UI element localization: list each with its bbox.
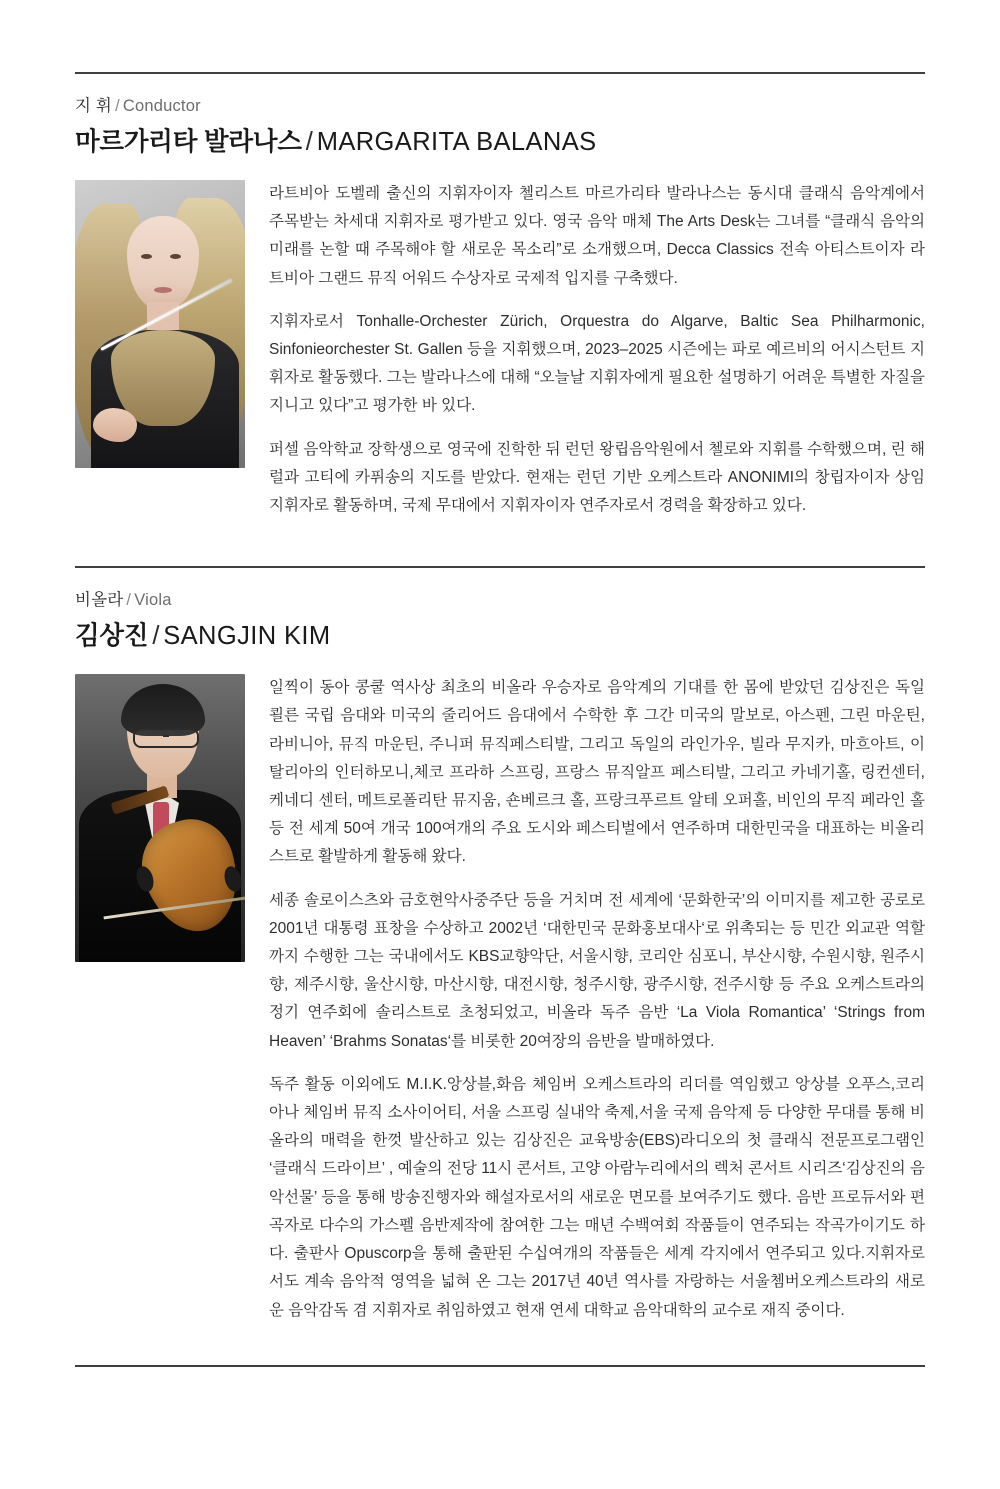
artist-name-en: MARGARITA BALANAS bbox=[316, 128, 597, 156]
bio-paragraph: 세종 솔로이스츠와 금호현악사중주단 등을 거치며 전 세계에 ‘문화한국’의 이미지를 제고한 공로로 2001년 대통령 표창을 수상하고 2002년 ‘대한민국 문화홍보대사‘로 위촉되는 등 민간 외교관 역할까지 수행한 그는 국내에서도 KBS교향악단, 서울시향, 코리안 심포니, 부산시향, 수원시향, 원주시향, 제주시향, 울산시향, 마산시향, 대전시향, 청주시향, 광주시향, 전주시향 등 주요 오케스트라의 정기 연주회에 솔리스트로 초청되었고, 비올라 독주 음반 ‘La Viola Romantica’ ‘Strings from Heaven’ ‘Brahms Sonatas‘를 비롯한 20여장의 음반을 발매하였다. bbox=[269, 891, 925, 1050]
artist-role bbox=[75, 586, 925, 610]
name-separator: / bbox=[305, 128, 313, 156]
name-separator: / bbox=[152, 622, 160, 651]
artist-name bbox=[75, 122, 925, 158]
artist-role bbox=[75, 92, 925, 116]
artist-role-ko: 지 휘 bbox=[75, 97, 113, 115]
conductor-portrait-photo bbox=[75, 180, 245, 468]
bio-paragraph: 일찍이 동아 콩쿨 역사상 최초의 비올라 우승자로 음악계의 기대를 한 몸에 받았던 김상진은 독일 쾰른 국립 음대와 미국의 줄리어드 음대에서 수학한 후 그간 미국의 말보로, 아스펜, 그린 마운틴, 라비니아, 뮤직 마운틴, 주니퍼 뮤직페스티발, 그리고 독일의 라인가우, 빌라 무지카, 마흐아트, 이탈리아의 인터하모니,체코 프라하 스프링, 프랑스 뮤직알프 페스티발, 그리고 카네기홀, 링컨센터, 케네디 센터, 메트로폴리탄 뮤지움, 숀베르크 홀, 프랑크푸르트 알테 오퍼홀, 비인의 무직 페라인 홀 등 전 세계 50여 개국 100여개의 주요 도시와 페스티벌에서 연주하며 대한민국을 대표하는 비올리스트로 활발하게 활동해 왔다. bbox=[269, 679, 925, 866]
section-spacer bbox=[75, 520, 925, 566]
bio-paragraph: 퍼셀 음악학교 장학생으로 영국에 진학한 뒤 런던 왕립음악원에서 첼로와 지휘를 수학했으며, 린 해럴과 고티에 카퓌송의 지도를 받았다. 현재는 런던 기반 오케스트라 ANONIMI의 창립자이자 상임지휘자로 활동하며, 국제 무대에서 지휘자이자 연주자로서 경력을 확장하고 있다. bbox=[269, 440, 925, 515]
artist-bio bbox=[269, 674, 925, 1324]
artist-section-conductor bbox=[75, 74, 925, 520]
page-bottom-spacer bbox=[75, 1367, 925, 1413]
eye-right bbox=[170, 254, 181, 259]
artist-bio bbox=[269, 180, 925, 520]
artist-content-row bbox=[75, 180, 925, 520]
hand bbox=[93, 408, 137, 442]
glasses-icon bbox=[133, 728, 199, 748]
artist-role-en: Viola bbox=[134, 591, 172, 610]
violist-portrait-photo bbox=[75, 674, 245, 962]
artist-content-row bbox=[75, 674, 925, 1324]
artist-name bbox=[75, 616, 925, 652]
role-separator: / bbox=[115, 97, 120, 115]
role-separator: / bbox=[126, 591, 132, 610]
artist-section-viola bbox=[75, 568, 925, 1324]
artist-name-ko: 마르가리타 발라나스 bbox=[75, 128, 302, 156]
bio-paragraph: 라트비아 도벨레 출신의 지휘자이자 첼리스트 마르가리타 발라나스는 동시대 클래식 음악계에서 주목받는 차세대 지휘자로 평가받고 있다. 영국 음악 매체 The Arts Desk는 그녀를 “클래식 음악의 미래를 논할 때 주목해야 할 새로운 목소리”로 소개했으며, Decca Classics 전속 아티스트이자 라트비아 그랜드 뮤직 어워드 수상자로 국제적 입지를 구축했다. bbox=[269, 185, 925, 287]
eye-left bbox=[141, 254, 152, 259]
program-notes-page bbox=[0, 72, 1000, 1489]
bio-paragraph: 독주 활동 이외에도 M.I.K.앙상블,화음 체임버 오케스트라의 리더를 역임했고 앙상블 오푸스,코리아나 체임버 뮤직 소사이어티, 서울 스프링 실내악 축제,서울 국제 음악제 등 다양한 무대를 통해 비올라의 매력을 한껏 발산하고 있는 김상진은 교육방송(EBS)라디오의 첫 클래식 전문프로그램인 ‘클래식 드라이브’ , 예술의 전당 11시 콘서트, 고양 아람누리에서의 렉처 콘서트 시리즈‘김상진의 음악선물’ 등을 통해 방송진행자와 해설자로서의 새로운 면모를 보여주기도 했다. 음반 프로듀서와 편곡자로 다수의 가스펠 음반제작에 참여한 그는 매년 수백여회 작품들이 연주되는 작곡가이기도 하다. 출판사 Opuscorp을 통해 출판된 수십여개의 작품들은 세계 각지에서 연주되고 있다.지휘자로서도 계속 음악적 영역을 넓혀 온 그는 2017년 40년 역사를 자랑하는 서울쳄버오케스트라의 새로운 음악감독 겸 지휘자로 취임하였고 현재 연세 대학교 음악대학의 교수로 재직 중이다. bbox=[269, 1075, 925, 1319]
lips bbox=[154, 287, 172, 293]
artist-name-en: SANGJIN KIM bbox=[163, 622, 331, 651]
bio-paragraph: 지휘자로서 Tonhalle-Orchester Zürich, Orquestra do Algarve, Baltic Sea Philharmonic, Sinfonieorchester St. Gallen 등을 지휘했으며, 2023–2025 시즌에는 파로 예르비의 어시스턴트 지휘자로 활동했다. 그는 발라나스에 대해 “오늘날 지휘자에게 필요한 설명하기 어려운 특별한 자질을 지니고 있다”고 평가한 바 있다. bbox=[269, 312, 925, 415]
artist-role-en: Conductor bbox=[122, 97, 201, 115]
artist-name-ko: 김상진 bbox=[75, 622, 149, 651]
artist-role-ko: 비올라 bbox=[75, 591, 124, 610]
